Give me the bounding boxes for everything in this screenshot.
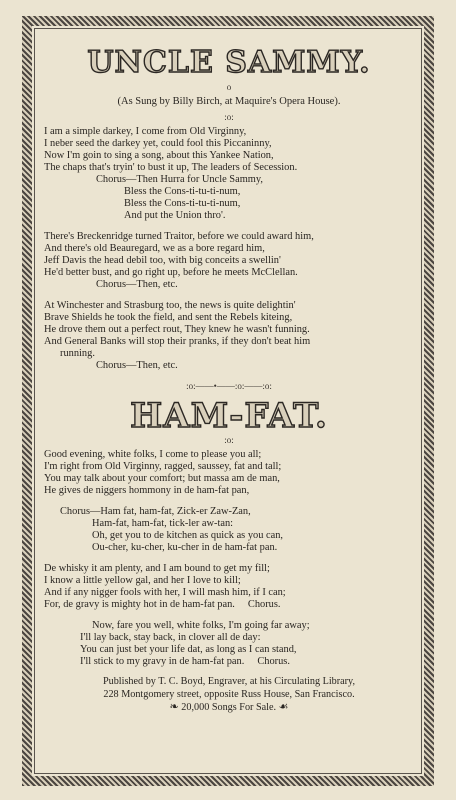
verse-line: You can just bet your life dat, as long as I can stand, <box>80 644 297 655</box>
verse-line: He'd better bust, and go right up, before he meets McClellan. <box>44 267 298 278</box>
verse-line: There's Breckenridge turned Traitor, before we could award him, <box>44 231 314 242</box>
section-divider: :o:——•——:o:——:o: <box>186 381 272 391</box>
verse-line: And General Banks will stop their pranks, if they don't beat him <box>44 336 311 347</box>
song-subtitle: (As Sung by Billy Birch, at Maquire's Opera House). <box>117 96 341 107</box>
verse-line: And there's old Beauregard, we as a bore regard him, <box>44 243 265 254</box>
verse-1 <box>44 449 414 497</box>
verse-line: Good evening, white folks, I come to please you all; <box>44 449 262 460</box>
verse-3 <box>44 300 414 360</box>
hand-leaf-icon: ❧ <box>169 701 179 713</box>
verse-line: He gives de niggers hommony in de ham-fat pan, <box>44 485 250 496</box>
ornament-rule: :o: <box>224 112 234 122</box>
chorus-line: Ham-fat, ham-fat, tick-ler aw-tan: <box>92 518 234 529</box>
ornament-rule: :o: <box>224 435 234 445</box>
verse-line: De whisky it am plenty, and I am bound to get my fill; <box>44 563 270 574</box>
chorus-line: Chorus—Then Hurra for Uncle Sammy, <box>96 174 263 185</box>
verse-line: Now I'm goin to sing a song, about this Yankee Nation, <box>44 150 274 161</box>
publisher-line: 228 Montgomery street, opposite Russ House, San Francisco. <box>103 688 355 700</box>
verse-1 <box>44 126 414 174</box>
verse-line: For, de gravy is mighty hot in de ham-fat pan. Chorus. <box>44 599 281 610</box>
chorus-line: Oh, get you to de kitchen as quick as you can, <box>92 530 284 541</box>
verse-line: I neber seed the darkey yet, could fool this Piccaninny, <box>44 138 272 149</box>
chorus <box>44 506 414 554</box>
publisher-line <box>44 701 414 715</box>
chorus-line: Chorus—Ham fat, ham-fat, Zick-er Zaw-Zan, <box>60 506 251 517</box>
song-title-ham-fat: HAM-FAT. <box>130 396 328 436</box>
verse-line: At Winchester and Strasburg too, the news is quite delightin' <box>44 300 296 311</box>
chorus <box>44 174 414 222</box>
songs-for-sale: 20,000 Songs For Sale. <box>181 702 277 713</box>
chorus-line: And put the Union thro'. <box>124 210 226 221</box>
verse-line: I am a simple darkey, I come from Old Virginny, <box>44 126 247 137</box>
verse-line: And if any nigger fools with her, I will mash him, if I can; <box>44 587 286 598</box>
verse-3 <box>44 620 414 668</box>
verse-line: running. <box>60 348 95 359</box>
verse-line: Jeff Davis the head debil too, with big conceits a swellin' <box>44 255 281 266</box>
chorus-line: Chorus—Then, etc. <box>96 360 178 371</box>
ornament-rule: o <box>226 82 232 92</box>
verse-line: I'm right from Old Virginny, ragged, saussey, fat and tall; <box>44 461 282 472</box>
verse-line: I know a little yellow gal, and her I love to kill; <box>44 575 241 586</box>
verse-line: The chaps that's tryin' to bust it up, The leaders of Secession. <box>44 162 298 173</box>
verse-2 <box>44 563 414 611</box>
verse-line: I'll lay back, stay back, in clover all de day: <box>80 632 261 643</box>
verse-line: You may talk about your comfort; but massa am de man, <box>44 473 280 484</box>
sheet-content <box>44 34 414 715</box>
verse-line: He drove them out a perfect rout, They knew he wasn't funning. <box>44 324 310 335</box>
verse-line: I'll stick to my gravy in de ham-fat pan. Chorus. <box>80 656 290 667</box>
publisher-line: Published by T. C. Boyd, Engraver, at his Circulating Library, <box>102 676 356 687</box>
hand-leaf-icon: ☙ <box>278 701 289 713</box>
chorus-line: Bless the Cons-ti-tu-ti-num, <box>124 198 241 209</box>
chorus-line: Chorus—Then, etc. <box>96 279 178 290</box>
chorus-line: Bless the Cons-ti-tu-ti-num, <box>124 186 241 197</box>
chorus-line: Ou-cher, ku-cher, ku-cher in de ham-fat pan. <box>92 542 278 553</box>
verse-line: Now, fare you well, white folks, I'm going far away; <box>92 620 310 631</box>
song-title-uncle-sammy: UNCLE SAMMY. <box>87 45 371 80</box>
verse-line: Brave Shields he took the field, and sent the Rebels kiteing, <box>44 312 293 323</box>
verse-2 <box>44 231 414 279</box>
publisher-imprint <box>44 676 414 715</box>
